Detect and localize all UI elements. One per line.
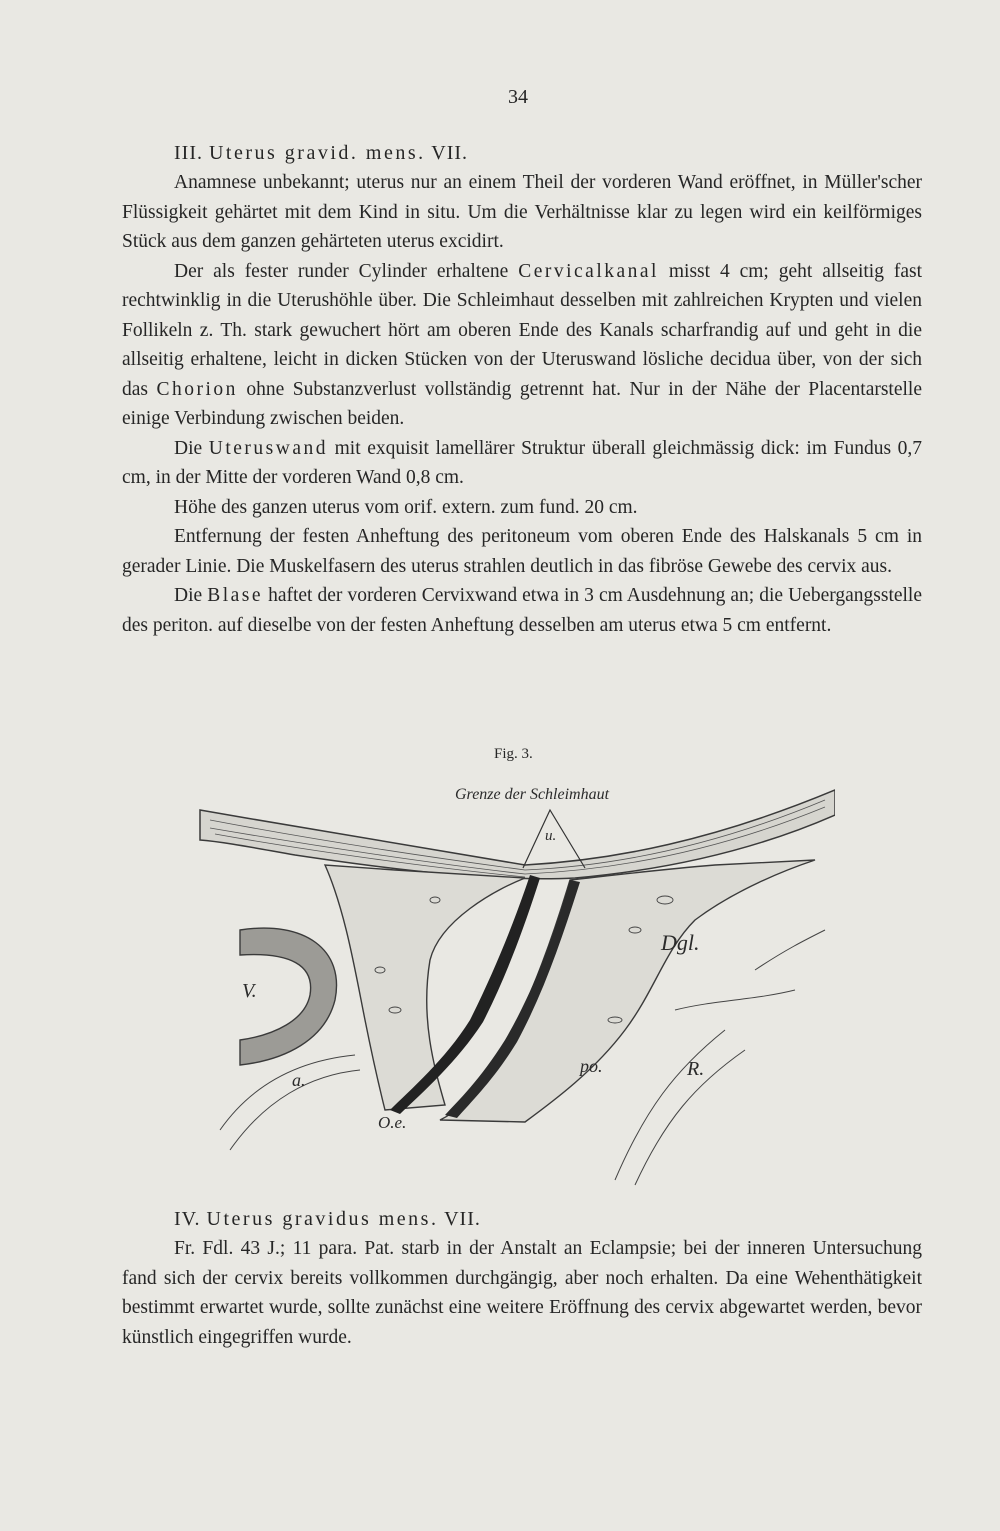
label-oe: O.e. — [378, 1113, 407, 1132]
text-span: haftet der vorderen Cervixwand etwa in 3 cm Ausdehnung an; die Uebergangsstelle des periton. auf dieselbe von der festen Anheftung desselben am uterus etwa 5 cm entfernt. — [122, 585, 923, 636]
page-number: 34 — [508, 86, 528, 108]
emphasis-chorion: Chorion — [156, 378, 238, 400]
section-iv-title: Uterus gravidus mens. — [206, 1208, 439, 1230]
section-iv-heading — [174, 1208, 481, 1231]
section-iii-number: III. — [174, 142, 203, 164]
paragraph-cervicalkanal — [122, 257, 922, 434]
label-a: a. — [292, 1070, 306, 1090]
label-dgl: Dgl. — [661, 930, 700, 955]
paragraph-eclampsie: Fr. Fdl. 43 J.; 11 para. Pat. starb in der Anstalt an Eclampsie; bei der inneren Untersuchung fand sich der cervix bereits vollkommen durchgängig, aber noch erhalten. Da eine Wehenthätigkeit bestimmt erwartet wurde, sollte zunächst eine weitere Eröffnung des cervix abgewartet werden, bevor künstlich eingegriffen wurde. — [122, 1238, 922, 1348]
anatomical-figure — [195, 770, 835, 1190]
text-span: Der als fester runder Cylinder erhaltene — [174, 260, 509, 282]
section-iii-title: Uterus gravid. mens. — [208, 142, 426, 164]
text-span: Die — [174, 437, 203, 459]
section-iii-month: VII. — [431, 142, 469, 164]
paragraph-anamnese: Anamnese unbekannt; uterus nur an einem Theil der vorderen Wand eröffnet, in Müller'scher Flüssigkeit gehärtet mit dem Kind in situ. Um die Verhältnisse klar zu legen wird ein keilförmiges Stück aus dem ganzen gehärteten uterus excidirt. — [122, 172, 922, 252]
text-span: misst 4 cm; geht allseitig fast rechtwinklig in die Uterushöhle über. Die Schleimhaut desselben mit zahlreichen Krypten und vielen Follikeln z. Th. stark gewuchert hört am oberen Ende des Kanals scharfrandig auf und geht in die allseitig erhaltene, leicht in dicken Stücken von der Uteruswand lösliche decidua über, von der sich das — [122, 260, 923, 400]
section-iii-heading — [174, 142, 468, 165]
paragraph-entfernung: Entfernung der festen Anheftung des peritoneum vom oberen Ende des Halskanals 5 cm in gerader Linie. Die Muskelfasern des uterus strahlen deutlich in das fibröse Gewebe des cervix aus. — [122, 526, 922, 577]
label-v: V. — [242, 980, 257, 1002]
label-po: po. — [580, 1056, 603, 1076]
emphasis-cervicalkanal: Cervicalkanal — [518, 260, 659, 282]
label-u: u. — [545, 828, 557, 844]
paragraph-uteruswand — [122, 434, 922, 493]
text-span: mit exquisit lamellärer Struktur überall gleichmässig dick: im Fundus 0,7 cm, in der Mitte der vorderen Wand 0,8 cm. — [122, 437, 923, 488]
section-iv-month: VII. — [444, 1208, 481, 1230]
label-grenze: Grenze der Schleimhaut — [455, 786, 610, 803]
figure-caption: Fig. 3. — [494, 746, 533, 762]
figure-drawing — [195, 770, 835, 1190]
label-r: R. — [687, 1058, 705, 1080]
section-iv-body — [122, 1234, 922, 1352]
section-iii-body — [122, 168, 922, 640]
text-span: Die — [174, 585, 203, 606]
emphasis-uteruswand: Uteruswand — [208, 437, 328, 459]
emphasis-blase: Blase — [207, 585, 264, 606]
section-iv-number: IV. — [174, 1208, 201, 1230]
text-span: ohne Substanzverlust vollständig getrennt hat. Nur in der Nähe der Placentarstelle einige Verbindung zwischen beiden. — [122, 378, 922, 429]
paragraph-hoehe: Höhe des ganzen uterus vom orif. extern. zum fund. 20 cm. — [174, 496, 638, 518]
paragraph-blase — [122, 581, 922, 640]
